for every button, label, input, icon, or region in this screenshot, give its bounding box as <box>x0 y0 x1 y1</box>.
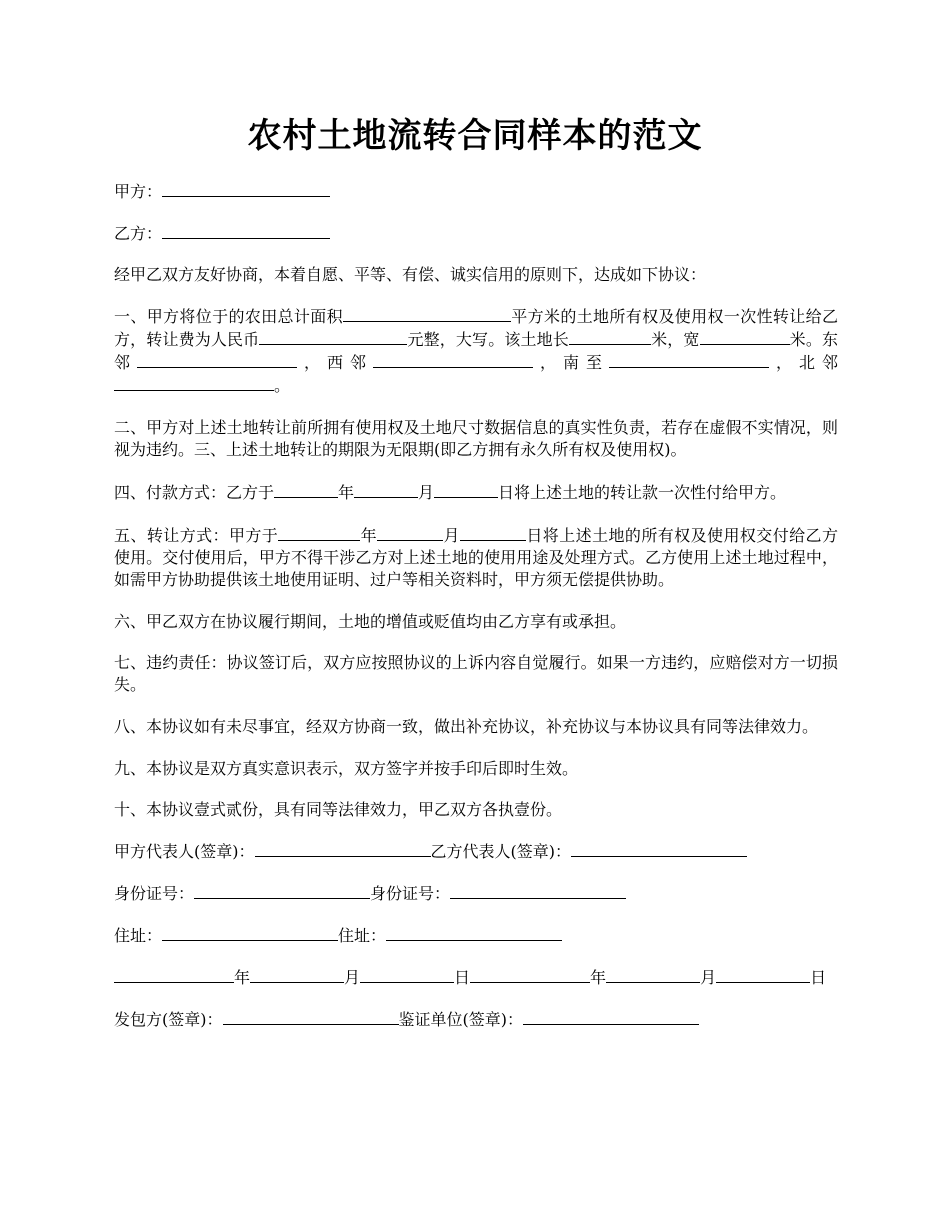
clause-1 <box>114 305 838 397</box>
area-blank[interactable] <box>343 305 511 322</box>
month-label: 月 <box>700 968 717 987</box>
transfer-year-blank[interactable] <box>278 524 360 541</box>
party-b-line <box>114 222 838 245</box>
party-a-year-blank[interactable] <box>114 966 234 983</box>
document-title: 农村土地流转合同样本的范文 <box>247 116 703 156</box>
party-b-month-blank[interactable] <box>606 966 700 983</box>
clause-4 <box>114 481 838 504</box>
party-a-month-blank[interactable] <box>250 966 344 983</box>
party-b-address-blank[interactable] <box>386 924 562 941</box>
party-b-address-label: 住址： <box>338 926 387 945</box>
east-blank[interactable] <box>137 351 297 368</box>
clause-5 <box>114 524 838 591</box>
party-a-label: 甲方： <box>114 182 163 201</box>
clause-5-text: 五、转让方式：甲方于 <box>114 526 279 545</box>
length-blank[interactable] <box>569 328 651 345</box>
document-body <box>114 180 838 1050</box>
verifier-blank[interactable] <box>523 1008 699 1025</box>
payment-month-blank[interactable] <box>354 481 418 498</box>
party-b-id-label: 身份证号： <box>370 884 451 903</box>
clause-5-text: 日将上述土地的所有权及使用权交付给乙方使用。交付使用后，甲方不得干涉乙方对上述土地的使用用途及处理方式。乙方使用上述土地过程中，如需甲方协助提供该土地使用证明、过户等相关资料时，甲方须无偿提供协助。 <box>114 526 838 589</box>
month-label: 月 <box>344 968 361 987</box>
clause-1-text: 米，宽 <box>650 330 700 349</box>
party-b-id-blank[interactable] <box>450 882 626 899</box>
clause-1-text: ，南至 <box>532 353 609 372</box>
clause-4-text: 年 <box>338 483 355 502</box>
contractor-blank[interactable] <box>223 1008 399 1025</box>
clause-4-text: 月 <box>418 483 435 502</box>
clause-6: 六、甲乙双方在协议履行期间，土地的增值或贬值均由乙方享有或承担。 <box>114 612 627 631</box>
party-a-id-blank[interactable] <box>194 882 370 899</box>
clause-8: 八、本协议如有未尽事宜，经双方协商一致，做出补充协议，补充协议与本协议具有同等法律效力。 <box>114 717 819 736</box>
width-blank[interactable] <box>700 328 790 345</box>
id-number-line <box>114 882 838 905</box>
party-a-representative-blank[interactable] <box>255 840 431 857</box>
clause-4-text: 日将上述土地的转让款一次性付给甲方。 <box>498 483 787 502</box>
clause-1-text: 。 <box>274 376 291 395</box>
contractor-label: 发包方(签章)： <box>114 1010 223 1029</box>
clause-9: 九、本协议是双方真实意识表示，双方签字并按手印后即时生效。 <box>114 759 579 778</box>
party-a-representative-label: 甲方代表人(签章)： <box>114 842 255 861</box>
party-a-address-label: 住址： <box>114 926 163 945</box>
clause-5-text: 年 <box>360 526 378 545</box>
party-b-representative-blank[interactable] <box>571 840 747 857</box>
transfer-month-blank[interactable] <box>377 524 443 541</box>
address-line <box>114 924 838 947</box>
transfer-day-blank[interactable] <box>460 524 526 541</box>
contractor-line <box>114 1008 838 1031</box>
clause-4-text: 四、付款方式：乙方于 <box>114 483 275 502</box>
payment-year-blank[interactable] <box>274 481 338 498</box>
party-a-day-blank[interactable] <box>360 966 454 983</box>
clause-1-text: ，西邻 <box>297 353 373 372</box>
party-a-line <box>114 180 838 203</box>
day-label: 日 <box>454 968 471 987</box>
north-blank[interactable] <box>114 374 274 391</box>
year-label: 年 <box>590 968 607 987</box>
clause-1-text: 元整，大写。该土地长 <box>407 330 569 349</box>
party-a-address-blank[interactable] <box>162 924 338 941</box>
party-b-label: 乙方： <box>114 224 163 243</box>
south-blank[interactable] <box>609 351 769 368</box>
clause-2: 二、甲方对上述土地转让前所拥有使用权及土地尺寸数据信息的真实性负责，若存在虚假不实情况，则视为违约。三、上述土地转让的期限为无限期(即乙方拥有永久所有权及使用权)。 <box>114 418 838 459</box>
party-a-blank[interactable] <box>162 180 330 197</box>
payment-day-blank[interactable] <box>434 481 498 498</box>
party-b-day-blank[interactable] <box>716 966 810 983</box>
clause-1-text: 平方米的土地所有权及使用权一次性转让给乙方，转让费为人民币 <box>114 307 838 349</box>
year-label: 年 <box>234 968 251 987</box>
verifier-label: 鉴证单位(签章)： <box>398 1010 523 1029</box>
intro-paragraph: 经甲乙双方友好协商，本着自愿、平等、有偿、诚实信用的原则下，达成如下协议： <box>114 265 707 284</box>
price-blank[interactable] <box>259 328 407 345</box>
clause-1-text: ，北邻 <box>768 353 838 372</box>
day-label: 日 <box>810 968 827 987</box>
party-a-id-label: 身份证号： <box>114 884 195 903</box>
west-blank[interactable] <box>373 351 533 368</box>
clause-10: 十、本协议壹式贰份，具有同等法律效力，甲乙双方各执壹份。 <box>114 800 563 819</box>
clause-1-text: 米。东邻 <box>114 330 838 372</box>
clause-5-text: 月 <box>443 526 460 545</box>
clause-7: 七、违约责任：协议签订后，双方应按照协议的上诉内容自觉履行。如果一方违约，应赔偿对方一切损失。 <box>114 653 838 694</box>
party-b-representative-label: 乙方代表人(签章)： <box>430 842 571 861</box>
party-b-blank[interactable] <box>162 222 330 239</box>
clause-1-text: 一、甲方将位于的农田总计面积 <box>114 307 343 326</box>
date-line <box>114 966 838 989</box>
representative-line <box>114 840 838 863</box>
party-b-year-blank[interactable] <box>470 966 590 983</box>
